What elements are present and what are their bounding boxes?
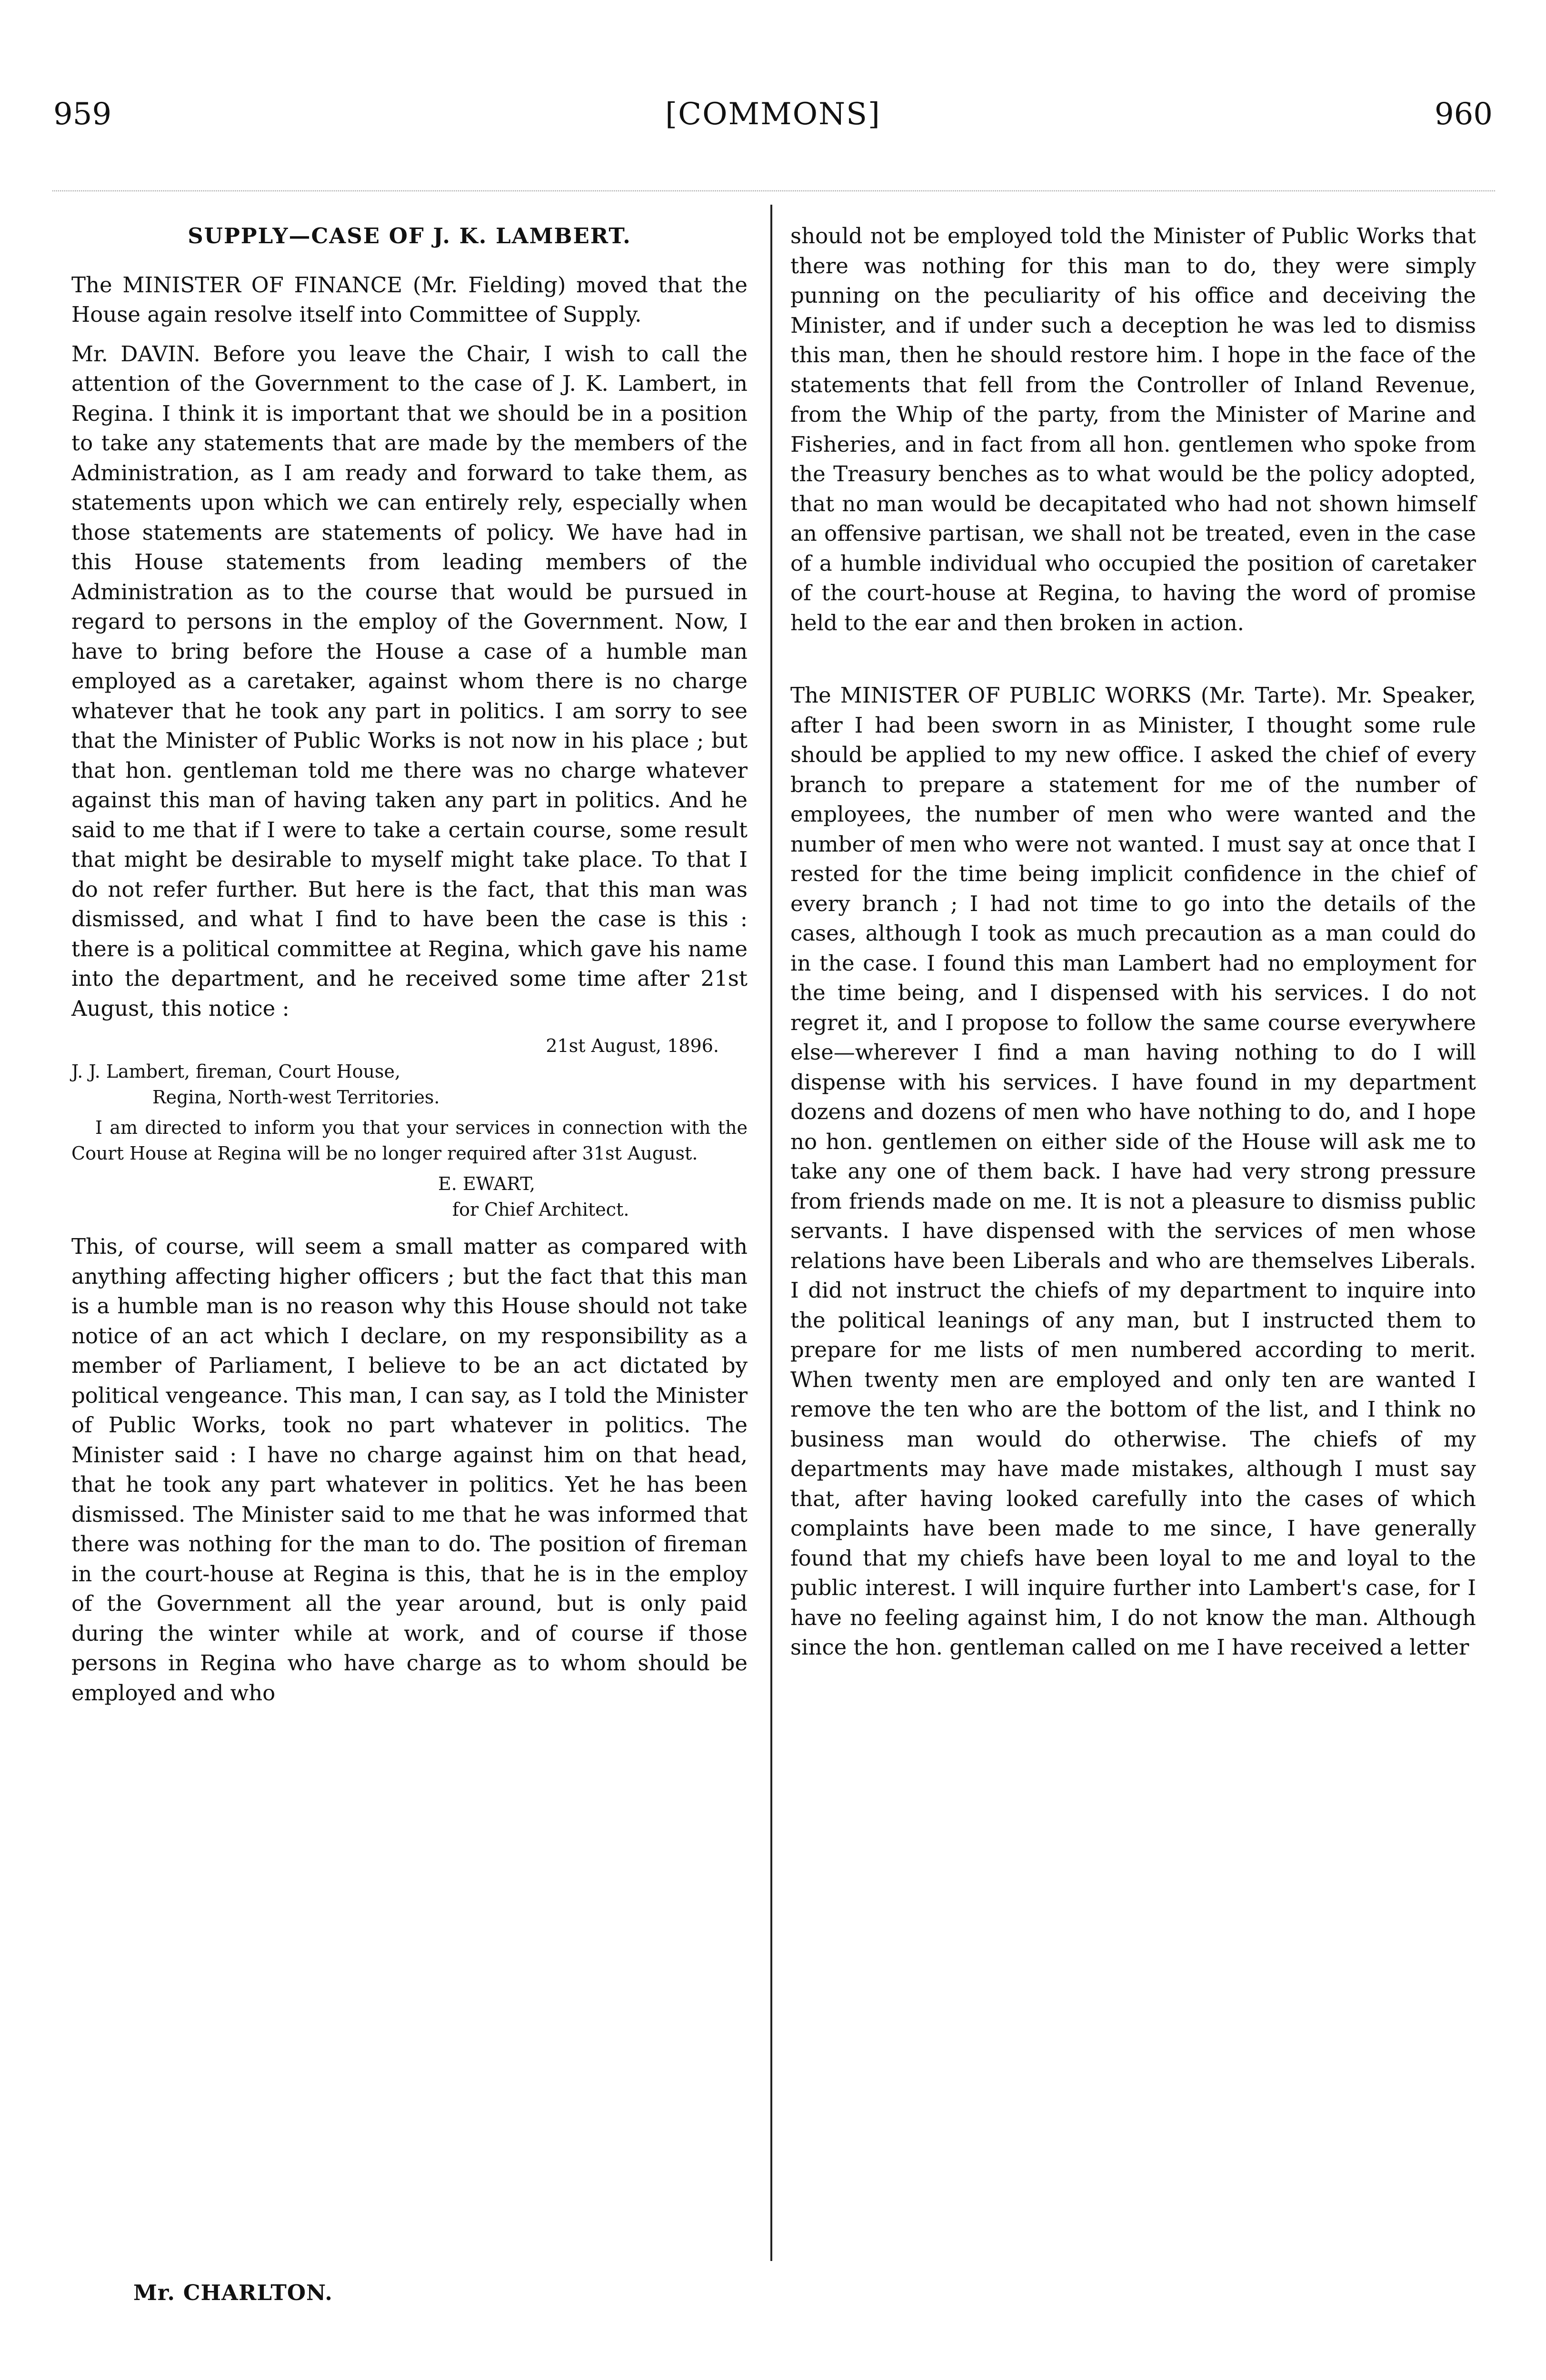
paragraph-davin: Mr. DAVIN. Before you leave the Chair, I wish to call the attention of the Government to the case of J. K. Lambert, in Regina. I think it is important that we should be in a position to take any statements that are made by the members of the Administration, as I am ready and forward to take them, as statements upon which we can entirely rely, especially when those statements are statements of policy. We have had in this House statements from leading members of the Administration as to the course that would be pursued in regard to persons in the employ of the Government. Now, I have to bring before the House a case of a humble man employed as a caretaker, against whom there is no charge whatever that he took any part in politics. I am sorry to see that the Minister of Public Works is not now in his place ; but that hon. gentleman told me there was no charge whatever against this man of having taken any part in politics. And he said to me that if I were to take a certain course, some result that might be desirable to myself might take place. To that I do not refer further. But here is the fact, that this man was dismissed, and what I find to have been the case is this : there is a political committee at Regina, which gave his name into the department, and he received some time after 21st August, this notice : (71, 341, 748, 1021)
left-column (71, 221, 748, 1717)
quoted-notice (71, 1033, 748, 1222)
notice-address-line-2: Regina, North-west Territories. (152, 1087, 440, 1108)
notice-address-line-1: J. J. Lambert, fireman, Court House, (71, 1061, 401, 1082)
paragraph-minister-finance: The MINISTER OF FINANCE (Mr. Fielding) moved that the House again resolve itself into Committee of Supply. (71, 272, 748, 327)
notice-date: 21st August, 1896. (546, 1035, 719, 1056)
right-column (790, 221, 1476, 1672)
page-number-right: 960 (1434, 97, 1493, 132)
notice-body: I am directed to inform you that your services in connection with the Court House at Regina will be no longer required after 31st August. (71, 1117, 748, 1164)
footer-speaker-name: Mr. CHARLTON. (133, 2280, 333, 2305)
column-divider (770, 205, 772, 2261)
notice-signature-title: for Chief Architect. (452, 1199, 629, 1220)
paragraph-davin-end: should not be employed told the Minister of Public Works that there was nothing for this man to do, they were simply punning on the peculiarity of his office and deceiving the Minister, and if under such a deception he was led to dismiss this man, then he should restore him. I hope in the face of the statements that fell from the Controller of Inland Revenue, from the Whip of the party, from the Minister of Marine and Fisheries, and in fact from all hon. gentlemen who spoke from the Treasury benches as to what would be the policy adopted, that no man would be decapitated who had not shown himself an offensive partisan, we shall not be treated, even in the case of a humble individual who occupied the position of caretaker of the court-house at Regina, to having the word of promise held to the ear and then broken in action. (790, 223, 1476, 635)
paragraph-davin-continued: This, of course, will seem a small matter as compared with anything affecting higher officers ; but the fact that this man is a humble man is no reason why this House should not take notice of an act which I declare, on my responsibility as a member of Parliament, I believe to be an act dictated by political vengeance. This man, I can say, as I told the Minister of Public Works, took no part whatever in politics. The Minister said : I have no charge against him on that head, that he took any part whatever in politics. Yet he has been dismissed. The Minister said to me that he was informed that there was nothing for the man to do. The position of fireman in the court-house at Regina is this, that he is in the employ of the Government all the year around, but is only paid during the winter while at work, and of course if those persons in Regina who have charge as to whom should be employed and who (71, 1234, 748, 1706)
section-heading: SUPPLY—CASE OF J. K. LAMBERT. (188, 223, 631, 248)
paragraph-gap (790, 647, 1476, 681)
running-header: [COMMONS] (665, 97, 881, 132)
header-rule (52, 190, 1495, 191)
notice-signature: E. EWART, (438, 1173, 536, 1194)
paragraph-minister-public-works: The MINISTER OF PUBLIC WORKS (Mr. Tarte). Mr. Speaker, after I had been sworn in as Minister, I thought some rule should be applied to my new office. I asked the chief of every branch to prepare a statement for me of the number of employees, the number of men who were wanted and the number of men who were not wanted. I must say at once that I rested for the time being implicit confidence in the chief of every branch ; I had not time to go into the details of the cases, although I took as much precaution as a man could do in the case. I found this man Lambert had no employment for the time being, and I dispensed with his services. I do not regret it, and I propose to follow the same course everywhere else—wherever I find a man having nothing to do I will dispense with his services. I have found in my department dozens and dozens of men who have nothing to do, and I hope no hon. gentlemen on either side of the House will ask me to take any one of them back. I have had very strong pressure from friends made on me. It is not a pleasure to dismiss public servants. I have dispensed with the services of men whose relations have been Liberals and who are themselves Liberals. I did not instruct the chiefs of my department to inquire into the political leanings of any man, but I instructed them to prepare for me lists of men numbered according to merit. When twenty men are employed and only ten are wanted I remove the ten who are the bottom of the list, and I think no business man would do otherwise. The chiefs of my departments may have made mistakes, although I must say that, after having looked carefully into the cases of which complaints have been made to me since, I have generally found that my chiefs have been loyal to me and loyal to the public interest. I will inquire further into Lambert's case, for I have no feeling against him, I do not know the man. Although since the hon. gentleman called on me I have received a letter (790, 683, 1476, 1660)
page-number-left: 959 (53, 97, 112, 132)
